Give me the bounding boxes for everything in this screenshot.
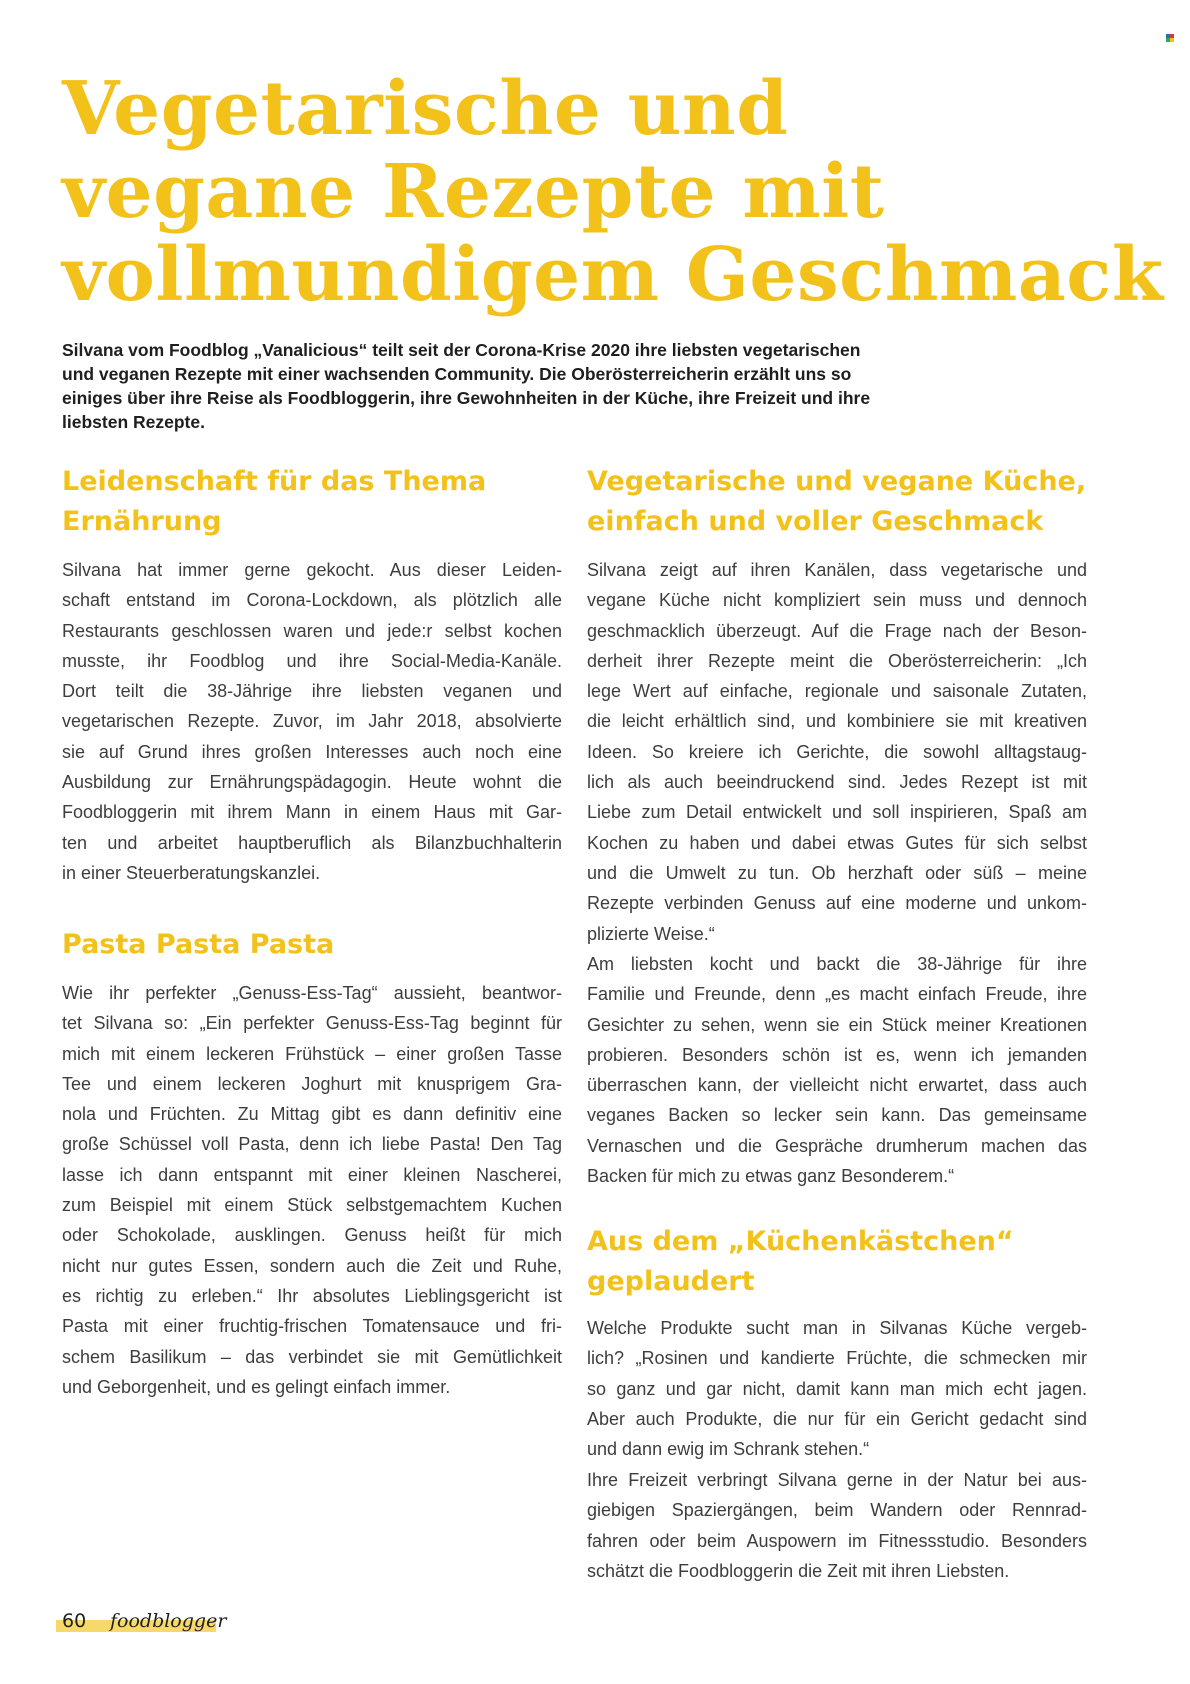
text-line: Restaurants geschlossen waren und jede:r selbst kochen xyxy=(62,620,562,641)
section-heading-leidenschaft xyxy=(62,462,486,542)
color-registration-mark-icon xyxy=(1166,34,1174,42)
text-line: Kochen zu haben und dabei etwas Gutes für sich selbst xyxy=(587,832,1087,853)
text-line: Ideen. So kreiere ich Gerichte, die sowohl alltagstaug- xyxy=(587,741,1087,762)
heading-line: geplaudert xyxy=(587,1266,755,1297)
paragraph-kuechenkaestchen-1 xyxy=(587,1313,1087,1464)
text-line: probieren. Besonders schön ist es, wenn ich jemanden xyxy=(587,1044,1087,1065)
text-line: lich? „Rosinen und kandierte Früchte, die schmecken mir xyxy=(587,1348,1087,1369)
text-line: fahren oder beim Auspowern im Fitnessstudio. Besonders xyxy=(587,1530,1087,1551)
text-line: Rezepte verbinden Genuss auf eine moderne und unkom- xyxy=(587,893,1087,914)
text-line: lege Wert auf einfache, regionale und saisonale Zutaten, xyxy=(587,681,1087,702)
section-heading-pasta xyxy=(62,925,334,965)
text-line: Liebe zum Detail entwickelt und soll inspirieren, Spaß am xyxy=(587,802,1087,823)
text-line: überraschen kann, der vielleicht nicht erwartet, dass auch xyxy=(587,1075,1087,1096)
heading-line: einfach und voller Geschmack xyxy=(587,506,1044,537)
text-line: zum Beispiel mit einem Stück selbstgemachtem Kuchen xyxy=(62,1195,562,1216)
title-line: Vegetarische und xyxy=(62,66,789,152)
paragraph-leidenschaft xyxy=(62,555,562,888)
paragraph-vegane-kueche-2 xyxy=(587,949,1087,1191)
text-line: so ganz und gar nicht, damit kann man mich echt jagen. xyxy=(587,1378,1087,1399)
text-line: mich mit einem leckeren Frühstück – einer großen Tasse xyxy=(62,1043,562,1064)
text-line: schem Basilikum – das verbindet sie mit Gemütlichkeit xyxy=(62,1346,562,1367)
text-line: Wie ihr perfekter „Genuss-Ess-Tag“ aussieht, beantwor- xyxy=(62,983,562,1003)
heading-line: Vegetarische und vegane Küche, xyxy=(587,466,1087,497)
text-line: oder Schokolade, ausklingen. Genuss heißt für mich xyxy=(62,1225,562,1246)
heading-line: Aus dem „Küchenkästchen“ xyxy=(587,1226,1014,1257)
text-line: in einer Steuerberatungskanzlei. xyxy=(62,862,321,883)
text-line: Dort teilt die 38-Jährige ihre liebsten veganen und xyxy=(62,681,562,702)
text-line: lich als auch beeindruckend sind. Jedes Rezept ist mit xyxy=(587,772,1087,793)
text-line: und dann ewig im Schrank stehen.“ xyxy=(587,1439,870,1460)
heading-line: Ernährung xyxy=(62,506,222,537)
lead-line: einiges über ihre Reise als Foodbloggerin, ihre Gewohnheiten in der Küche, ihre Freizeit und ihre xyxy=(62,388,871,408)
text-line: vegetarischen Rezepte. Zuvor, im Jahr 2018, absolvierte xyxy=(62,711,562,732)
section-heading-kuechenkaestchen xyxy=(587,1222,1014,1302)
text-line: Backen für mich zu etwas ganz Besonderem.“ xyxy=(587,1166,955,1187)
text-line: große Schüssel voll Pasta, denn ich liebe Pasta! Den Tag xyxy=(62,1134,562,1155)
text-line: Foodbloggerin mit ihrem Mann in einem Haus mit Gar- xyxy=(62,802,562,823)
text-line: und Geborgenheit, und es gelingt einfach immer. xyxy=(62,1376,451,1397)
page-footer xyxy=(56,1610,227,1632)
text-line: Gesichter zu sehen, wenn sie ein Stück meiner Kreationen xyxy=(587,1014,1087,1035)
text-line: ten und arbeitet hauptberuflich als Bilanzbuchhalterin xyxy=(62,832,562,853)
text-line: geschmacklich überzeugt. Auf die Frage nach der Beson- xyxy=(587,620,1087,641)
paragraph-kuechenkaestchen-2 xyxy=(587,1465,1087,1586)
lead-line: und veganen Rezepte mit einer wachsenden Community. Die Oberösterreicherin erzählt uns so xyxy=(62,364,852,384)
text-line: Tee und einem leckeren Joghurt mit knusprigem Gra- xyxy=(62,1073,562,1094)
text-line: Aber auch Produkte, die nur für ein Gericht gedacht sind xyxy=(587,1408,1087,1429)
text-line: musste, ihr Foodblog und ihre Social-Media-Kanäle. xyxy=(62,650,562,671)
text-line: giebigen Spaziergängen, beim Wandern oder Rennrad- xyxy=(587,1500,1087,1521)
text-line: sie auf Grund ihres großen Interesses auch noch eine xyxy=(62,741,562,762)
text-line: vegane Küche nicht kompliziert sein muss und dennoch xyxy=(587,590,1087,611)
heading-line: Leidenschaft für das Thema xyxy=(62,466,487,497)
text-line: schätzt die Foodbloggerin die Zeit mit ihren Liebsten. xyxy=(587,1560,1010,1581)
text-line: schaft entstand im Corona-Lockdown, als plötzlich alle xyxy=(62,590,562,611)
text-line: veganes Backen so lecker sein kann. Das gemeinsame xyxy=(587,1105,1087,1126)
text-line: Familie und Freunde, denn „es macht einfach Freude, ihre xyxy=(587,984,1087,1005)
section-heading-vegane-kueche xyxy=(587,462,1086,542)
title-line: vollmundigem Geschmack xyxy=(62,232,1164,318)
text-line: nola und Früchten. Zu Mittag gibt es dann definitiv eine xyxy=(62,1104,562,1125)
lead-paragraph xyxy=(62,338,962,434)
title-line: vegane Rezepte mit xyxy=(62,149,885,235)
page-title xyxy=(62,66,1164,318)
text-line: Welche Produkte sucht man in Silvanas Küche vergeb- xyxy=(587,1318,1087,1338)
text-line: plizierte Weise.“ xyxy=(587,923,715,944)
text-line: und die Umwelt zu tun. Ob herzhaft oder süß – meine xyxy=(587,862,1087,883)
text-line: tet Silvana so: „Ein perfekter Genuss-Ess-Tag beginnt für xyxy=(62,1013,562,1034)
text-line: Silvana hat immer gerne gekocht. Aus dieser Leiden- xyxy=(62,560,562,580)
paragraph-pasta xyxy=(62,978,562,1402)
text-line: es richtig zu erleben.“ Ihr absolutes Lieblingsgericht ist xyxy=(62,1285,562,1306)
text-line: nicht nur gutes Essen, sondern auch die Zeit und Ruhe, xyxy=(62,1255,562,1276)
page-number: 60 xyxy=(62,1610,87,1632)
text-line: Silvana zeigt auf ihren Kanälen, dass vegetarische und xyxy=(587,560,1087,580)
text-line: lasse ich dann entspannt mit einer kleinen Nascherei, xyxy=(62,1164,562,1185)
heading-line: Pasta Pasta Pasta xyxy=(62,929,335,960)
text-line: Pasta mit einer fruchtig-frischen Tomatensauce und fri- xyxy=(62,1316,562,1337)
paragraph-vegane-kueche-1 xyxy=(587,555,1087,949)
text-line: die leicht erhältlich sind, und kombiniere sie mit kreativen xyxy=(587,711,1087,732)
magazine-brand: foodblogger xyxy=(110,1610,227,1632)
lead-line: Silvana vom Foodblog „Vanalicious“ teilt seit der Corona-Krise 2020 ihre liebsten vegetarischen xyxy=(62,340,861,360)
registration-dot xyxy=(1170,38,1174,42)
text-line: Ihre Freizeit verbringt Silvana gerne in der Natur bei aus- xyxy=(587,1470,1087,1490)
text-line: Am liebsten kocht und backt die 38-Jährige für ihre xyxy=(587,954,1087,974)
text-line: Vernaschen und die Gespräche drumherum machen das xyxy=(587,1135,1087,1156)
text-line: derheit ihrer Rezepte meint die Oberösterreicherin: „Ich xyxy=(587,650,1087,671)
text-line: Ausbildung zur Ernährungspädagogin. Heute wohnt die xyxy=(62,772,562,793)
lead-line: liebsten Rezepte. xyxy=(62,412,205,432)
